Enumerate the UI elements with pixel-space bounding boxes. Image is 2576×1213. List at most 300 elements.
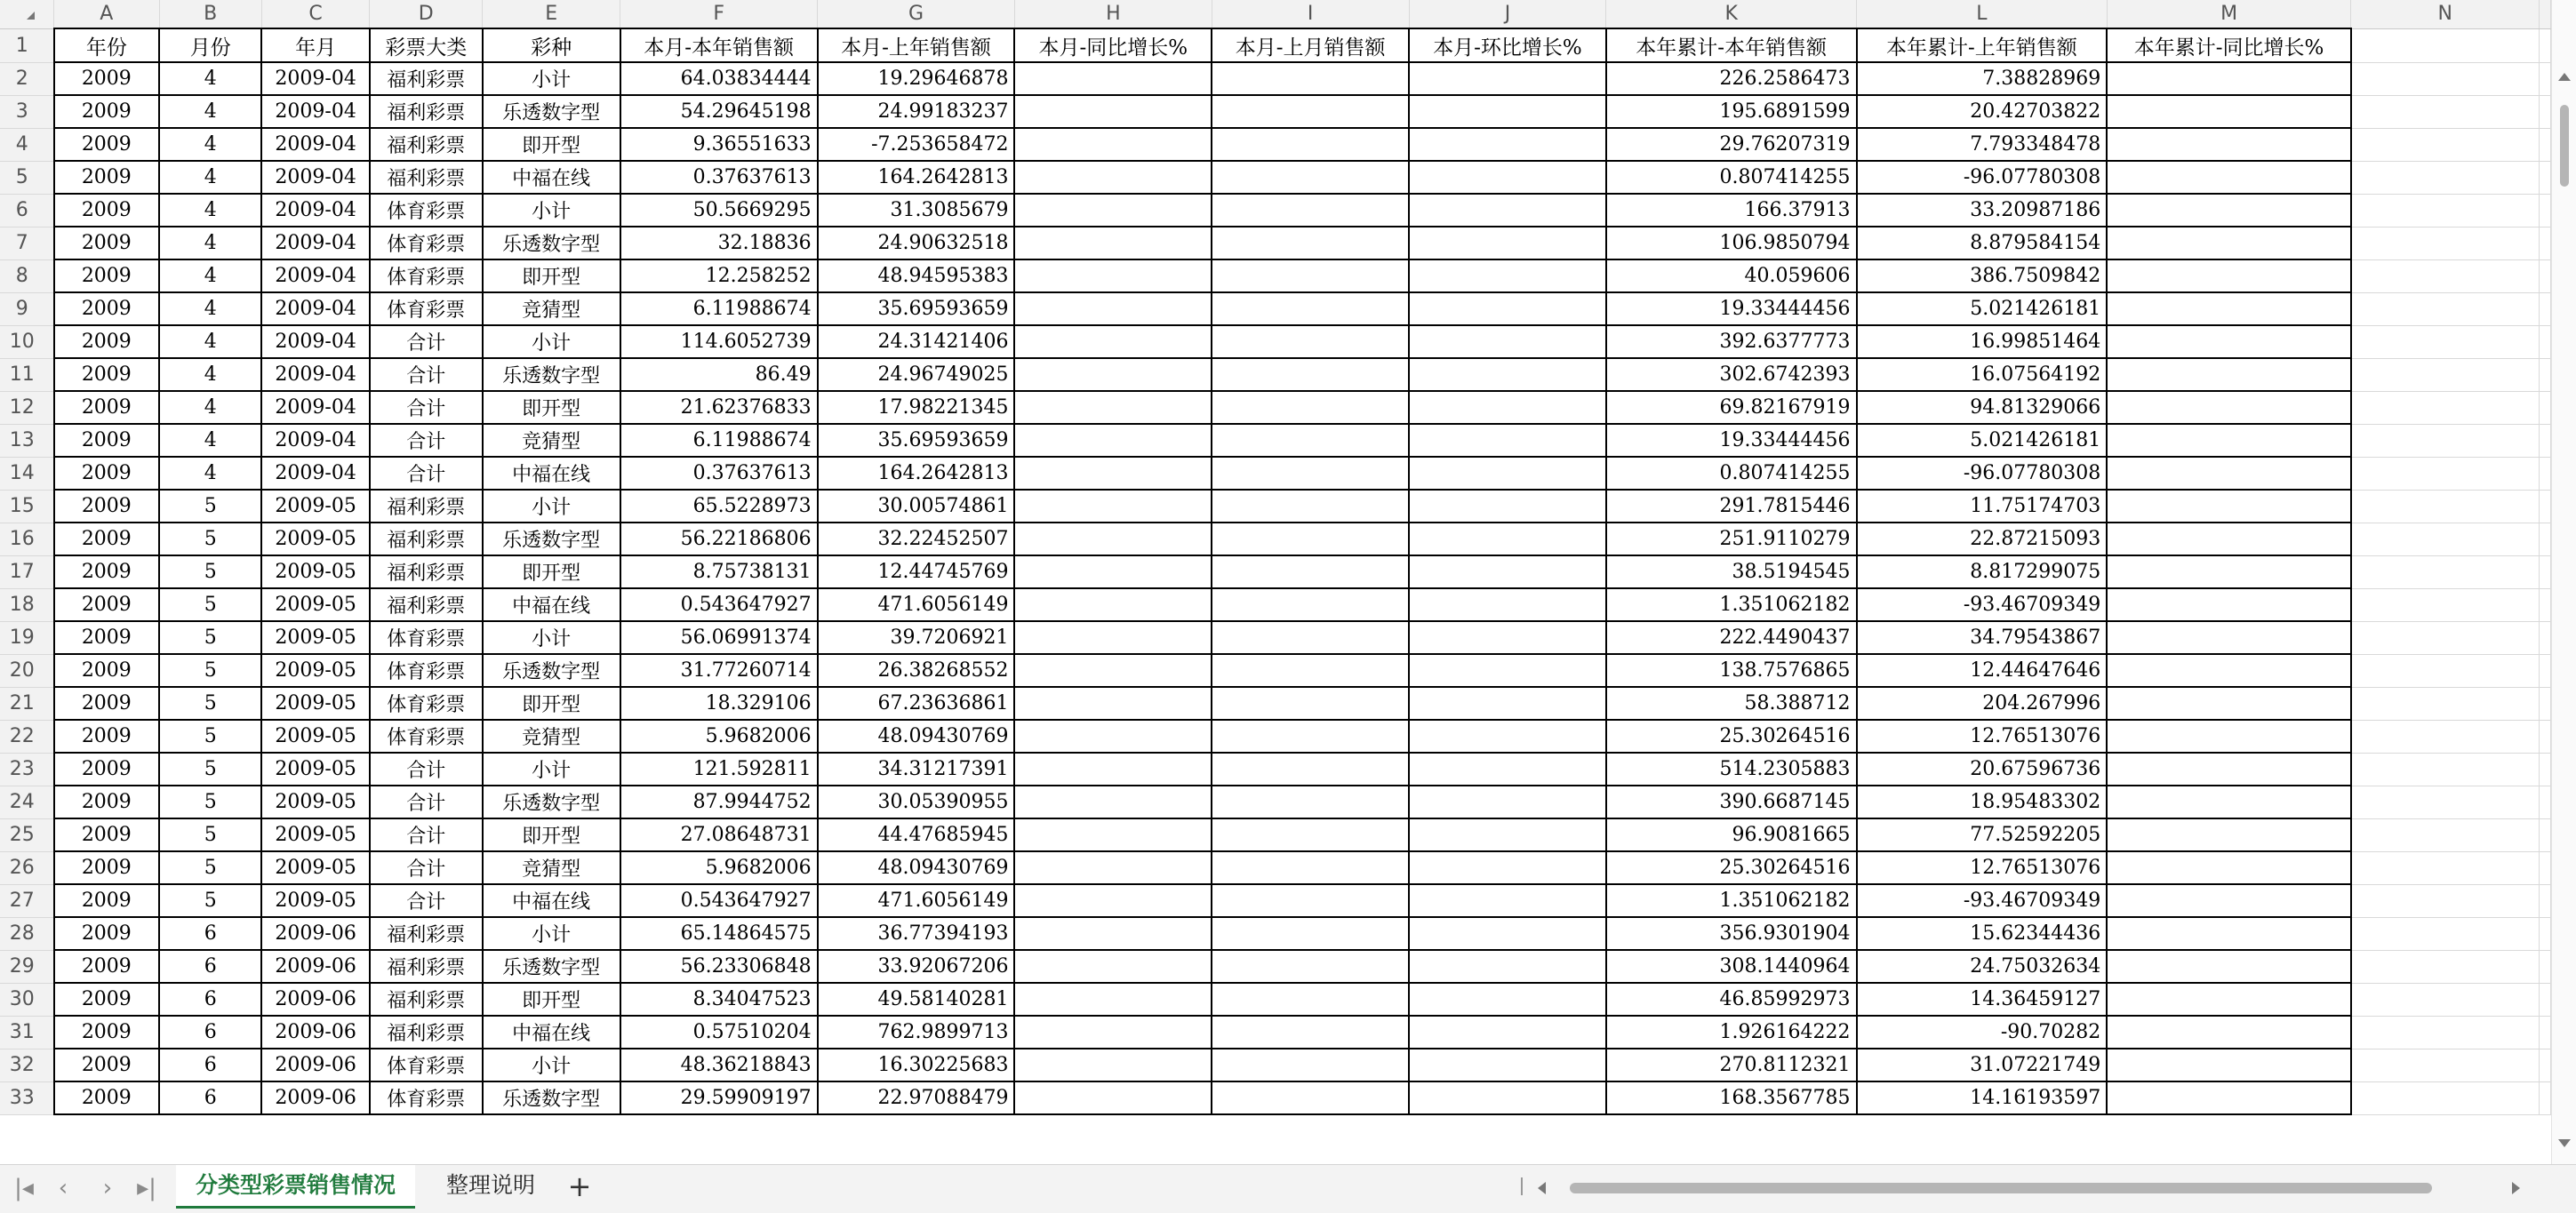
data-cell[interactable]: 5	[159, 884, 261, 917]
data-cell[interactable]: 即开型	[483, 818, 620, 851]
data-cell[interactable]: 2009	[54, 128, 159, 161]
data-cell[interactable]: 5.9682006	[620, 720, 818, 753]
data-cell[interactable]	[1409, 128, 1606, 161]
data-cell[interactable]	[1014, 818, 1212, 851]
data-cell[interactable]: 4	[159, 424, 261, 457]
vertical-scrollbar[interactable]	[2551, 0, 2576, 1164]
empty-cell[interactable]	[2351, 1016, 2540, 1049]
data-cell[interactable]: 2009	[54, 588, 159, 621]
data-cell[interactable]: 86.49	[620, 358, 818, 391]
data-cell[interactable]: 26.38268552	[818, 654, 1015, 687]
data-cell[interactable]: 8.34047523	[620, 983, 818, 1016]
empty-cell[interactable]	[2540, 851, 2551, 884]
data-cell[interactable]	[2107, 818, 2351, 851]
empty-cell[interactable]	[2351, 457, 2540, 490]
data-cell[interactable]: 20.67596736	[1857, 753, 2108, 786]
data-cell[interactable]: 204.267996	[1857, 687, 2108, 720]
data-cell[interactable]: 7.38828969	[1857, 62, 2108, 95]
data-cell[interactable]	[2107, 1049, 2351, 1081]
empty-cell[interactable]	[2351, 555, 2540, 588]
data-cell[interactable]	[2107, 325, 2351, 358]
data-cell[interactable]	[1409, 161, 1606, 194]
data-cell[interactable]	[1212, 654, 1409, 687]
empty-cell[interactable]	[2540, 128, 2551, 161]
data-cell[interactable]: 2009-05	[261, 555, 369, 588]
data-cell[interactable]	[1212, 1081, 1409, 1114]
row-header[interactable]: 8	[0, 259, 54, 292]
data-cell[interactable]: 65.14864575	[620, 917, 818, 950]
data-cell[interactable]: 合计	[370, 786, 483, 818]
data-cell[interactable]	[2107, 950, 2351, 983]
row-header[interactable]: 26	[0, 851, 54, 884]
data-cell[interactable]: 58.388712	[1606, 687, 1857, 720]
column-header-e[interactable]: E	[483, 0, 620, 28]
data-cell[interactable]	[1014, 950, 1212, 983]
data-cell[interactable]: 44.47685945	[818, 818, 1015, 851]
data-cell[interactable]: 270.8112321	[1606, 1049, 1857, 1081]
data-cell[interactable]: 222.4490437	[1606, 621, 1857, 654]
data-cell[interactable]: 19.33444456	[1606, 424, 1857, 457]
empty-cell[interactable]	[2540, 292, 2551, 325]
data-cell[interactable]	[1014, 555, 1212, 588]
data-cell[interactable]	[1212, 884, 1409, 917]
data-cell[interactable]	[1014, 194, 1212, 227]
data-cell[interactable]: 0.543647927	[620, 588, 818, 621]
data-cell[interactable]: 合计	[370, 358, 483, 391]
select-all-icon[interactable]	[19, 12, 35, 20]
data-cell[interactable]: 251.9110279	[1606, 523, 1857, 555]
data-cell[interactable]	[1212, 588, 1409, 621]
data-cell[interactable]	[1212, 753, 1409, 786]
data-cell[interactable]: 11.75174703	[1857, 490, 2108, 523]
data-cell[interactable]: 0.543647927	[620, 884, 818, 917]
data-cell[interactable]: 中福在线	[483, 1016, 620, 1049]
data-cell[interactable]: 竞猜型	[483, 292, 620, 325]
data-cell[interactable]: 2009-05	[261, 687, 369, 720]
data-cell[interactable]: 即开型	[483, 983, 620, 1016]
data-cell[interactable]: 308.1440964	[1606, 950, 1857, 983]
data-cell[interactable]	[2107, 917, 2351, 950]
first-sheet-icon[interactable]: |◂	[14, 1175, 34, 1201]
empty-cell[interactable]	[2351, 292, 2540, 325]
data-cell[interactable]: 福利彩票	[370, 1016, 483, 1049]
data-cell[interactable]	[2107, 194, 2351, 227]
data-cell[interactable]	[1409, 391, 1606, 424]
data-cell[interactable]	[1409, 358, 1606, 391]
data-cell[interactable]: 小计	[483, 194, 620, 227]
data-cell[interactable]	[1014, 917, 1212, 950]
data-cell[interactable]: 2009	[54, 950, 159, 983]
data-cell[interactable]: 40.059606	[1606, 259, 1857, 292]
data-cell[interactable]	[1212, 259, 1409, 292]
empty-cell[interactable]	[2540, 1049, 2551, 1081]
data-cell[interactable]: 2009-04	[261, 325, 369, 358]
data-cell[interactable]: 体育彩票	[370, 292, 483, 325]
empty-cell[interactable]	[2351, 588, 2540, 621]
data-cell[interactable]	[1014, 424, 1212, 457]
empty-cell[interactable]	[2351, 884, 2540, 917]
data-cell[interactable]: 中福在线	[483, 588, 620, 621]
data-cell[interactable]: 2009-05	[261, 818, 369, 851]
data-cell[interactable]	[1212, 457, 1409, 490]
data-cell[interactable]: 2009	[54, 490, 159, 523]
data-cell[interactable]: 竞猜型	[483, 720, 620, 753]
data-cell[interactable]: 合计	[370, 884, 483, 917]
data-cell[interactable]: 56.23306848	[620, 950, 818, 983]
data-cell[interactable]: 体育彩票	[370, 720, 483, 753]
data-cell[interactable]: 30.00574861	[818, 490, 1015, 523]
column-header-f[interactable]: F	[620, 0, 818, 28]
empty-cell[interactable]	[2540, 490, 2551, 523]
data-cell[interactable]: 5	[159, 753, 261, 786]
data-cell[interactable]: 2009	[54, 457, 159, 490]
data-cell[interactable]: 2009-04	[261, 161, 369, 194]
data-cell[interactable]: 2009	[54, 259, 159, 292]
data-cell[interactable]: 0.807414255	[1606, 161, 1857, 194]
empty-cell[interactable]	[2540, 194, 2551, 227]
row-header[interactable]: 10	[0, 325, 54, 358]
data-cell[interactable]: 福利彩票	[370, 555, 483, 588]
data-cell[interactable]: 合计	[370, 391, 483, 424]
empty-cell[interactable]	[2540, 28, 2551, 62]
data-cell[interactable]: 32.22452507	[818, 523, 1015, 555]
data-cell[interactable]: 49.58140281	[818, 983, 1015, 1016]
data-cell[interactable]: 合计	[370, 818, 483, 851]
data-cell[interactable]: 1.351062182	[1606, 588, 1857, 621]
data-cell[interactable]	[1014, 490, 1212, 523]
data-cell[interactable]	[1409, 917, 1606, 950]
data-cell[interactable]: 乐透数字型	[483, 654, 620, 687]
select-all-corner[interactable]	[0, 0, 54, 28]
data-cell[interactable]: 5	[159, 687, 261, 720]
data-cell[interactable]: 2009	[54, 424, 159, 457]
data-cell[interactable]: 96.9081665	[1606, 818, 1857, 851]
data-cell[interactable]: 福利彩票	[370, 490, 483, 523]
empty-cell[interactable]	[2351, 851, 2540, 884]
data-cell[interactable]	[1409, 983, 1606, 1016]
data-cell[interactable]	[2107, 654, 2351, 687]
data-cell[interactable]: 36.77394193	[818, 917, 1015, 950]
data-cell[interactable]	[1409, 884, 1606, 917]
data-cell[interactable]: 25.30264516	[1606, 851, 1857, 884]
row-header[interactable]: 18	[0, 588, 54, 621]
data-cell[interactable]: 6	[159, 983, 261, 1016]
data-cell[interactable]	[1014, 523, 1212, 555]
data-cell[interactable]: -96.07780308	[1857, 457, 2108, 490]
empty-cell[interactable]	[2351, 917, 2540, 950]
data-cell[interactable]: 2009	[54, 818, 159, 851]
data-cell[interactable]: 即开型	[483, 259, 620, 292]
data-cell[interactable]: 2009-05	[261, 753, 369, 786]
data-cell[interactable]: 25.30264516	[1606, 720, 1857, 753]
data-cell[interactable]: 0.807414255	[1606, 457, 1857, 490]
data-cell[interactable]: 6.11988674	[620, 292, 818, 325]
data-cell[interactable]: 4	[159, 292, 261, 325]
data-cell[interactable]	[1014, 62, 1212, 95]
data-cell[interactable]	[1212, 161, 1409, 194]
header-cell[interactable]: 本月-上年销售额	[818, 28, 1015, 62]
data-cell[interactable]: 16.07564192	[1857, 358, 2108, 391]
data-cell[interactable]: 2009	[54, 753, 159, 786]
data-cell[interactable]	[1014, 161, 1212, 194]
data-cell[interactable]: 2009-06	[261, 1016, 369, 1049]
data-cell[interactable]	[1014, 95, 1212, 128]
data-cell[interactable]: 24.31421406	[818, 325, 1015, 358]
horizontal-scrollbar[interactable]	[1511, 1177, 2524, 1199]
data-cell[interactable]	[1014, 358, 1212, 391]
data-cell[interactable]: 33.20987186	[1857, 194, 2108, 227]
row-header[interactable]: 3	[0, 95, 54, 128]
row-header[interactable]: 12	[0, 391, 54, 424]
data-cell[interactable]: 福利彩票	[370, 983, 483, 1016]
data-cell[interactable]: 2009	[54, 687, 159, 720]
data-cell[interactable]: 24.90632518	[818, 227, 1015, 259]
data-cell[interactable]: 24.96749025	[818, 358, 1015, 391]
data-cell[interactable]: 64.03834444	[620, 62, 818, 95]
data-cell[interactable]	[1212, 227, 1409, 259]
data-cell[interactable]: 762.9899713	[818, 1016, 1015, 1049]
data-cell[interactable]	[1212, 786, 1409, 818]
header-cell[interactable]: 本月-环比增长%	[1409, 28, 1606, 62]
empty-cell[interactable]	[2351, 391, 2540, 424]
data-cell[interactable]	[2107, 292, 2351, 325]
empty-cell[interactable]	[2351, 161, 2540, 194]
data-cell[interactable]: 2009-04	[261, 194, 369, 227]
scroll-down-icon[interactable]	[2558, 1139, 2571, 1147]
data-cell[interactable]: 福利彩票	[370, 588, 483, 621]
data-cell[interactable]: 乐透数字型	[483, 1081, 620, 1114]
data-cell[interactable]: 27.08648731	[620, 818, 818, 851]
data-cell[interactable]: 2009-04	[261, 358, 369, 391]
data-cell[interactable]: 5	[159, 851, 261, 884]
data-cell[interactable]: 中福在线	[483, 161, 620, 194]
data-cell[interactable]	[1409, 325, 1606, 358]
data-cell[interactable]: 22.87215093	[1857, 523, 2108, 555]
next-sheet-icon[interactable]: ›	[102, 1175, 113, 1201]
data-cell[interactable]	[1409, 523, 1606, 555]
sheet-tab-sales[interactable]: 分类型彩票销售情况	[176, 1165, 415, 1209]
data-cell[interactable]: 8.75738131	[620, 555, 818, 588]
data-cell[interactable]: 302.6742393	[1606, 358, 1857, 391]
data-cell[interactable]: 乐透数字型	[483, 227, 620, 259]
empty-cell[interactable]	[2351, 62, 2540, 95]
data-cell[interactable]	[2107, 555, 2351, 588]
row-header[interactable]: 14	[0, 457, 54, 490]
data-cell[interactable]: 12.44647646	[1857, 654, 2108, 687]
data-cell[interactable]	[1409, 753, 1606, 786]
empty-cell[interactable]	[2540, 325, 2551, 358]
empty-cell[interactable]	[2351, 950, 2540, 983]
data-cell[interactable]	[1212, 62, 1409, 95]
data-cell[interactable]: 15.62344436	[1857, 917, 2108, 950]
data-cell[interactable]: 中福在线	[483, 457, 620, 490]
data-cell[interactable]: 29.76207319	[1606, 128, 1857, 161]
data-cell[interactable]: 2009-04	[261, 457, 369, 490]
data-cell[interactable]: 2009	[54, 325, 159, 358]
data-cell[interactable]: 12.76513076	[1857, 720, 2108, 753]
row-header[interactable]: 23	[0, 753, 54, 786]
data-cell[interactable]: 乐透数字型	[483, 95, 620, 128]
empty-cell[interactable]	[2351, 786, 2540, 818]
data-cell[interactable]: 乐透数字型	[483, 523, 620, 555]
data-cell[interactable]: 19.33444456	[1606, 292, 1857, 325]
data-cell[interactable]: 小计	[483, 490, 620, 523]
header-cell[interactable]: 本年累计-上年销售额	[1857, 28, 2108, 62]
data-cell[interactable]: 2009	[54, 621, 159, 654]
data-cell[interactable]	[2107, 424, 2351, 457]
data-cell[interactable]: 体育彩票	[370, 194, 483, 227]
data-cell[interactable]: 2009-05	[261, 523, 369, 555]
header-cell[interactable]: 本年累计-本年销售额	[1606, 28, 1857, 62]
data-cell[interactable]	[1409, 1081, 1606, 1114]
data-cell[interactable]: 2009-05	[261, 654, 369, 687]
empty-cell[interactable]	[2351, 687, 2540, 720]
data-cell[interactable]: 164.2642813	[818, 161, 1015, 194]
data-cell[interactable]	[2107, 227, 2351, 259]
data-cell[interactable]	[2107, 457, 2351, 490]
data-cell[interactable]	[1014, 457, 1212, 490]
data-cell[interactable]: -93.46709349	[1857, 884, 2108, 917]
data-cell[interactable]: 即开型	[483, 687, 620, 720]
data-cell[interactable]: 4	[159, 128, 261, 161]
data-cell[interactable]: 2009	[54, 720, 159, 753]
data-cell[interactable]: 56.22186806	[620, 523, 818, 555]
header-cell[interactable]: 彩票大类	[370, 28, 483, 62]
data-cell[interactable]: 4	[159, 259, 261, 292]
data-cell[interactable]: 2009-06	[261, 1081, 369, 1114]
data-cell[interactable]: 121.592811	[620, 753, 818, 786]
data-cell[interactable]	[2107, 523, 2351, 555]
data-cell[interactable]: 2009	[54, 391, 159, 424]
data-cell[interactable]	[1409, 259, 1606, 292]
data-cell[interactable]	[1409, 292, 1606, 325]
data-cell[interactable]	[1014, 687, 1212, 720]
data-cell[interactable]: 5	[159, 523, 261, 555]
data-cell[interactable]: 乐透数字型	[483, 358, 620, 391]
empty-cell[interactable]	[2540, 818, 2551, 851]
data-cell[interactable]: 4	[159, 358, 261, 391]
data-cell[interactable]	[2107, 259, 2351, 292]
data-cell[interactable]	[1014, 391, 1212, 424]
data-cell[interactable]: 体育彩票	[370, 621, 483, 654]
empty-cell[interactable]	[2351, 1049, 2540, 1081]
data-cell[interactable]: 竞猜型	[483, 424, 620, 457]
data-cell[interactable]	[1212, 391, 1409, 424]
empty-cell[interactable]	[2351, 621, 2540, 654]
data-cell[interactable]	[2107, 786, 2351, 818]
scroll-right-icon[interactable]	[2512, 1182, 2520, 1194]
empty-cell[interactable]	[2351, 1081, 2540, 1114]
data-cell[interactable]: 6	[159, 950, 261, 983]
data-cell[interactable]: 乐透数字型	[483, 950, 620, 983]
empty-cell[interactable]	[2351, 983, 2540, 1016]
data-cell[interactable]: 69.82167919	[1606, 391, 1857, 424]
data-cell[interactable]: 小计	[483, 1049, 620, 1081]
data-cell[interactable]	[1212, 424, 1409, 457]
data-cell[interactable]	[1409, 786, 1606, 818]
data-cell[interactable]	[1014, 851, 1212, 884]
row-header[interactable]: 13	[0, 424, 54, 457]
data-cell[interactable]: 14.36459127	[1857, 983, 2108, 1016]
empty-cell[interactable]	[2351, 490, 2540, 523]
data-cell[interactable]	[1212, 194, 1409, 227]
data-cell[interactable]: 福利彩票	[370, 62, 483, 95]
data-cell[interactable]: 小计	[483, 325, 620, 358]
data-cell[interactable]	[2107, 128, 2351, 161]
prev-sheet-icon[interactable]: ‹	[58, 1175, 68, 1201]
data-cell[interactable]: 48.94595383	[818, 259, 1015, 292]
data-cell[interactable]	[1014, 325, 1212, 358]
data-cell[interactable]: 福利彩票	[370, 128, 483, 161]
row-header[interactable]: 31	[0, 1016, 54, 1049]
data-cell[interactable]: 24.75032634	[1857, 950, 2108, 983]
data-cell[interactable]	[2107, 687, 2351, 720]
data-cell[interactable]: 114.6052739	[620, 325, 818, 358]
data-cell[interactable]: 5.021426181	[1857, 424, 2108, 457]
data-cell[interactable]: -96.07780308	[1857, 161, 2108, 194]
data-cell[interactable]: 18.329106	[620, 687, 818, 720]
data-cell[interactable]	[1212, 1049, 1409, 1081]
column-header-n[interactable]: N	[2351, 0, 2540, 28]
data-cell[interactable]	[1014, 753, 1212, 786]
data-cell[interactable]: 2009	[54, 95, 159, 128]
empty-cell[interactable]	[2540, 687, 2551, 720]
data-cell[interactable]: 35.69593659	[818, 292, 1015, 325]
empty-cell[interactable]	[2351, 28, 2540, 62]
data-cell[interactable]: 2009	[54, 62, 159, 95]
data-cell[interactable]: 226.2586473	[1606, 62, 1857, 95]
data-cell[interactable]: 5	[159, 490, 261, 523]
data-cell[interactable]: 48.09430769	[818, 851, 1015, 884]
data-cell[interactable]	[1212, 950, 1409, 983]
data-cell[interactable]: 166.37913	[1606, 194, 1857, 227]
row-header[interactable]: 20	[0, 654, 54, 687]
column-header-k[interactable]: K	[1606, 0, 1857, 28]
empty-cell[interactable]	[2351, 753, 2540, 786]
data-cell[interactable]	[1014, 588, 1212, 621]
data-cell[interactable]: 168.3567785	[1606, 1081, 1857, 1114]
data-cell[interactable]	[1212, 95, 1409, 128]
data-cell[interactable]: 12.44745769	[818, 555, 1015, 588]
empty-cell[interactable]	[2540, 786, 2551, 818]
data-cell[interactable]: 2009-04	[261, 95, 369, 128]
header-cell[interactable]: 月份	[159, 28, 261, 62]
data-cell[interactable]: 2009	[54, 227, 159, 259]
data-cell[interactable]	[2107, 753, 2351, 786]
last-sheet-icon[interactable]: ▸|	[137, 1175, 156, 1201]
data-cell[interactable]: 2009	[54, 161, 159, 194]
header-cell[interactable]: 年月	[261, 28, 369, 62]
row-header[interactable]: 16	[0, 523, 54, 555]
data-cell[interactable]: 合计	[370, 851, 483, 884]
data-cell[interactable]	[1014, 259, 1212, 292]
data-cell[interactable]: 65.5228973	[620, 490, 818, 523]
empty-cell[interactable]	[2351, 818, 2540, 851]
row-header[interactable]: 17	[0, 555, 54, 588]
empty-cell[interactable]	[2540, 227, 2551, 259]
data-cell[interactable]	[2107, 621, 2351, 654]
empty-cell[interactable]	[2540, 983, 2551, 1016]
header-cell[interactable]: 彩种	[483, 28, 620, 62]
data-cell[interactable]: 中福在线	[483, 884, 620, 917]
data-cell[interactable]: 小计	[483, 621, 620, 654]
data-cell[interactable]	[1212, 325, 1409, 358]
data-cell[interactable]	[1212, 851, 1409, 884]
data-cell[interactable]	[1409, 424, 1606, 457]
data-cell[interactable]	[2107, 983, 2351, 1016]
empty-cell[interactable]	[2540, 1081, 2551, 1114]
data-cell[interactable]: 4	[159, 62, 261, 95]
